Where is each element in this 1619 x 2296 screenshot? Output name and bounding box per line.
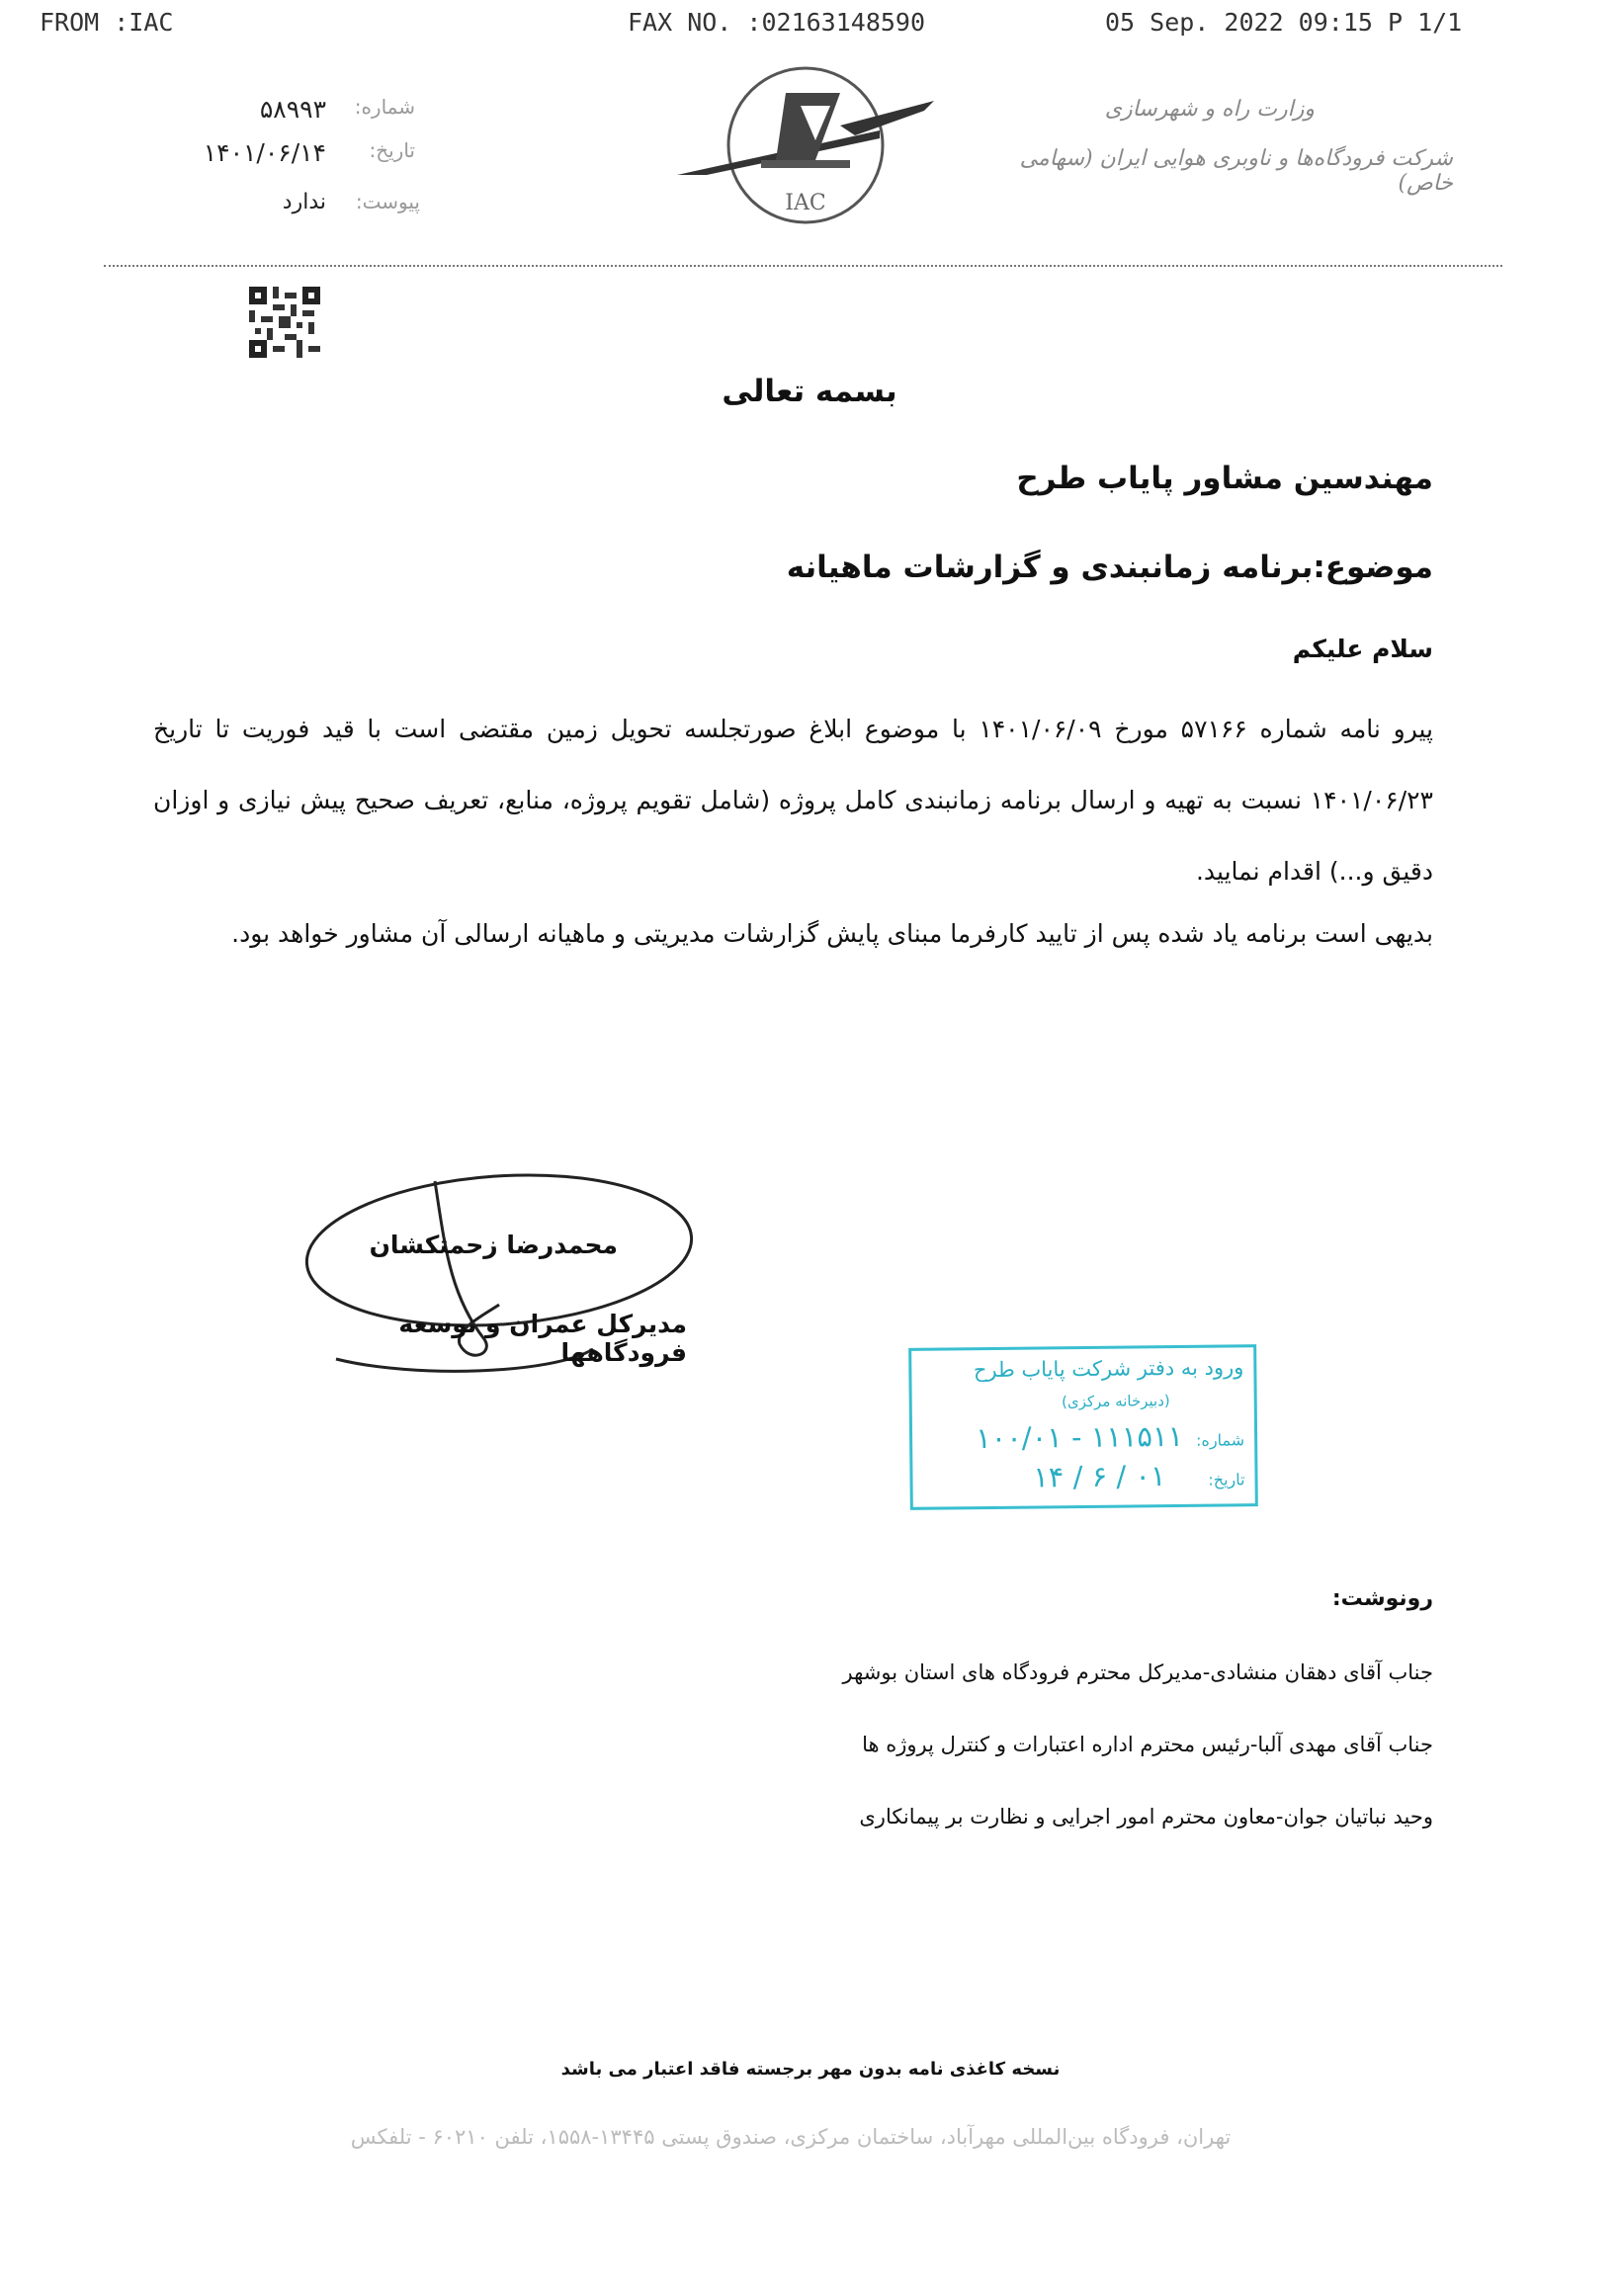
recipient: مهندسین مشاور پایاب طرح	[1016, 461, 1433, 496]
number-label: شماره:	[354, 95, 415, 119]
body-paragraph-2: بدیهی است برنامه یاد شده پس از تایید کارفرما مبنای پایش گزارشات مدیریتی و ماهیانه ارسالی آن مشاور خواهد بود.	[231, 919, 1433, 948]
airplane-logo-icon	[667, 61, 944, 229]
stamp-subheading: (دبیرخانه مرکزی)	[1061, 1392, 1170, 1411]
qr-code-icon	[249, 287, 320, 358]
stamp-date-label: تاریخ:	[1208, 1470, 1245, 1489]
fax-datetime: 05 Sep. 2022 09:15 P 1/1	[1105, 8, 1463, 37]
receipt-stamp	[908, 1344, 1258, 1510]
body-paragraph-1: پیرو نامه شماره ۵۷۱۶۶ مورخ ۱۴۰۱/۰۶/۰۹ با موضوع ابلاغ صورتجلسه تحویل زمین مقتضی است با قید فوریت تا تاریخ ۱۴۰۱/۰۶/۲۳ نسبت به تهیه و ارسال برنامه زمانبندی کامل پروژه (شامل تقویم پروژه، منابع، تعریف صحیح پیش نیازی و اوزان دقیق و...) اقدام نمایید.	[153, 715, 1433, 886]
invocation: بسمه تعالی	[722, 374, 897, 409]
footer-address: تهران، فرودگاه بین‌المللی مهرآباد، ساختمان مرکزی، صندوق پستی ۱۳۴۴۵-۱۵۵۸، تلفن ۶۰۲۱۰ - تلفکس	[350, 2125, 1232, 2149]
attachment-value: ندارد	[282, 190, 326, 214]
stamp-date: ۱۴ / ۶ / ۰۱	[1033, 1459, 1166, 1494]
subject-line: موضوع:برنامه زمانبندی و گزارشات ماهیانه	[786, 550, 1433, 585]
logo-text: IAC	[785, 191, 826, 215]
signatory-title: مدیرکل عمران و توسعه فرودگاهها	[398, 1310, 687, 1367]
attachment-label: پیوست:	[355, 190, 420, 213]
letter-date: ۱۴۰۱/۰۶/۱۴	[203, 138, 326, 167]
cc-item: جناب آقای مهدی آلبا-رئیس محترم اداره اعتبارات و کنترل پروژه ها	[862, 1733, 1433, 1756]
qr-code	[249, 287, 320, 358]
fax-number: FAX NO. :02163148590	[628, 8, 926, 37]
stamp-number-label: شماره:	[1196, 1430, 1245, 1450]
fax-from: FROM :IAC	[40, 8, 174, 37]
letter-number: ۵۸۹۹۳	[259, 95, 326, 124]
date-label: تاریخ:	[369, 138, 415, 162]
stamp-number: ۱۰۰/۰۱ - ۱۱۱۵۱۱	[975, 1418, 1184, 1456]
cc-heading: رونوشت:	[1331, 1586, 1433, 1611]
company-name: شرکت فرودگاه‌ها و ناوبری هوایی ایران (سهامی خاص)	[1019, 146, 1453, 196]
cc-item: وحید نباتیان جوان-معاون محترم امور اجرایی و نظارت بر پیمانکاری	[859, 1805, 1433, 1828]
organization-logo	[667, 61, 944, 229]
cc-item: جناب آقای دهقان منشادی-مدیرکل محترم فرودگاه های استان بوشهر	[842, 1660, 1433, 1684]
stamp-heading: ورود به دفتر شرکت پایاب طرح	[973, 1355, 1244, 1383]
signatory-name: محمدرضا زحمتکشان	[369, 1231, 618, 1259]
validity-notice: نسخه کاغذی نامه بدون مهر برجسته فاقد اعتبار می باشد	[560, 2059, 1061, 2080]
ministry-name: وزارت راه و شهرسازی	[1104, 97, 1315, 122]
greeting: سلام علیکم	[1292, 635, 1433, 663]
header-divider	[104, 265, 1502, 267]
